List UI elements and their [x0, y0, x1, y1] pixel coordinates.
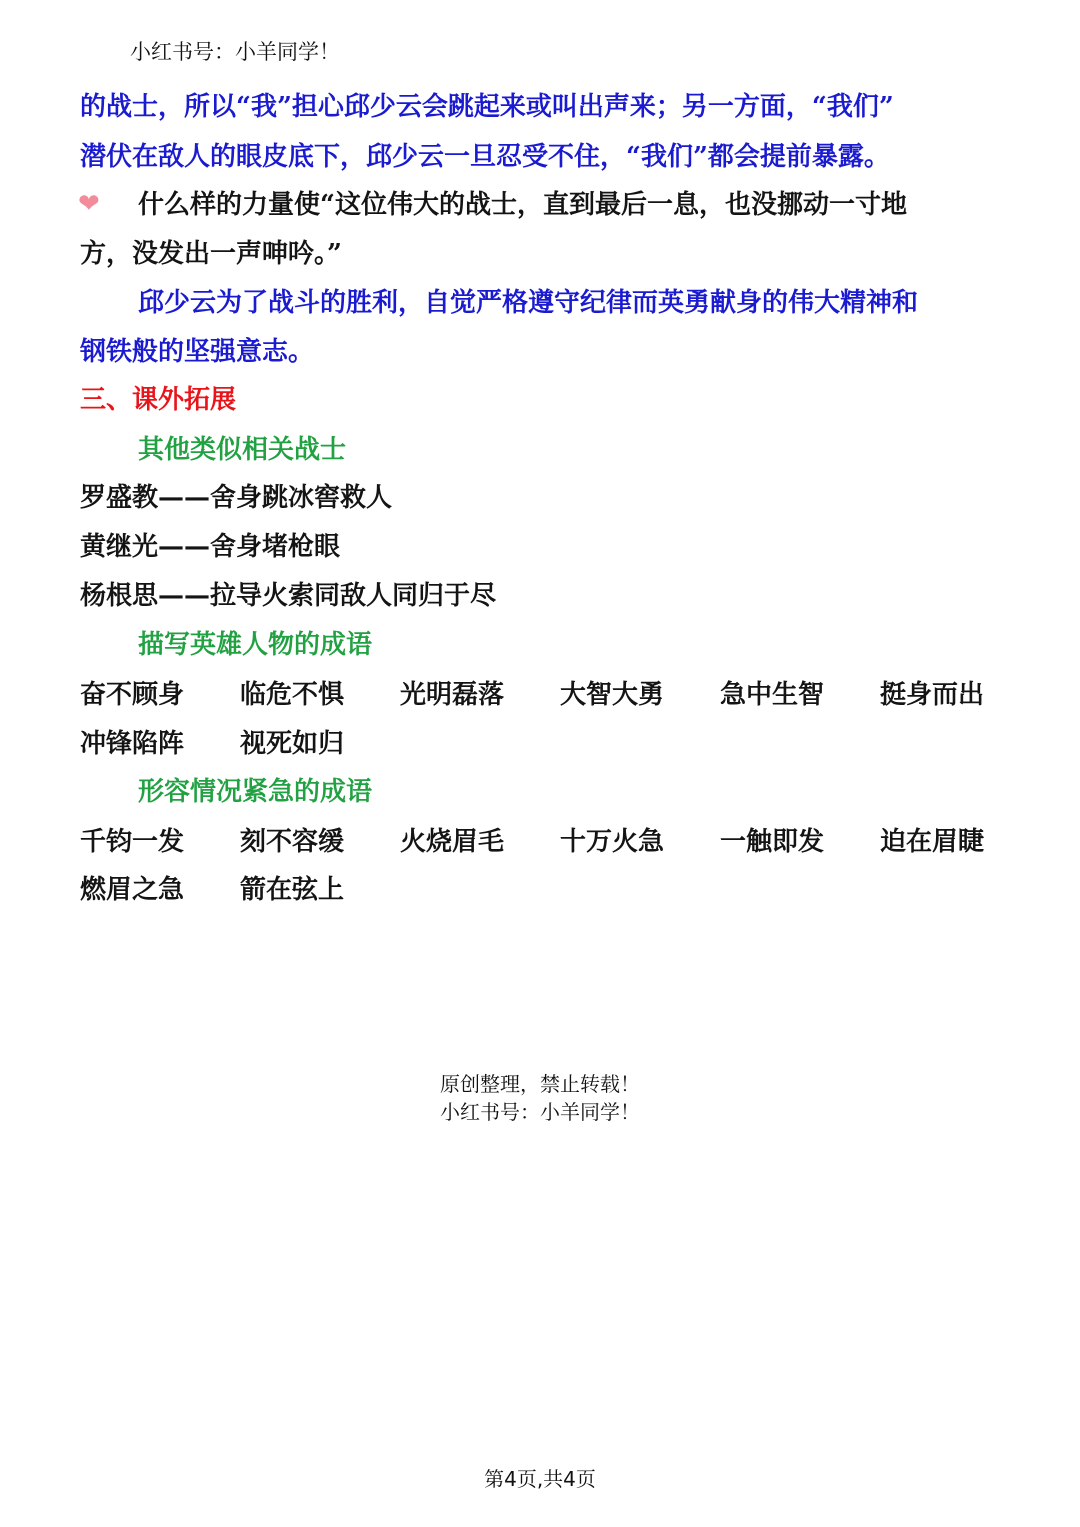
idiom: 奋不顾身 — [80, 680, 185, 710]
answer1-line1: 的战士，所以“我”担心邱少云会跳起来或叫出声来；另一方面，“我们” — [80, 92, 894, 122]
hero-idioms-row1 — [80, 682, 1040, 708]
page-number: 第4页,共4页 — [484, 1467, 596, 1491]
heart-icon: ❤ — [78, 189, 100, 219]
hero-item: 杨根思——拉导火索同敌人同归于尽 — [80, 581, 497, 611]
idiom: 箭在弦上 — [240, 875, 345, 905]
section-title: 三、课外拓展 — [80, 385, 237, 415]
question-line1: 什么样的力量使“这位伟大的战士，直到最后一息，也没挪动一寸地 — [138, 190, 907, 220]
urgent-idioms-row2 — [80, 877, 400, 903]
hero-item: 罗盛教——舍身跳冰窖救人 — [80, 483, 393, 513]
idiom: 视死如归 — [240, 729, 345, 759]
idiom: 千钧一发 — [80, 827, 185, 857]
idiom: 十万火急 — [560, 827, 665, 857]
idiom: 一触即发 — [720, 827, 825, 857]
idiom: 火烧眉毛 — [400, 827, 505, 857]
idiom: 大智大勇 — [560, 680, 665, 710]
hero-idioms-row2 — [80, 731, 400, 757]
idiom: 迫在眉睫 — [880, 827, 985, 857]
footer-copyright: 原创整理，禁止转载！ — [440, 1072, 640, 1096]
subheading-urgent-idioms: 形容情况紧急的成语 — [138, 777, 373, 807]
idiom: 刻不容缓 — [240, 827, 345, 857]
idiom: 挺身而出 — [880, 680, 985, 710]
hero-item: 黄继光——舍身堵枪眼 — [80, 532, 341, 562]
question-line2: 方，没发出一声呻吟。” — [80, 239, 342, 269]
answer1-line2: 潜伏在敌人的眼皮底下，邱少云一旦忍受不住，“我们”都会提前暴露。 — [80, 142, 890, 172]
idiom: 光明磊落 — [400, 680, 505, 710]
answer2-line2: 钢铁般的坚强意志。 — [80, 337, 315, 367]
idiom: 燃眉之急 — [80, 875, 185, 905]
header-text: 小红书号：小羊同学！ — [130, 40, 340, 64]
footer-account: 小红书号：小羊同学！ — [440, 1100, 640, 1124]
idiom: 冲锋陷阵 — [80, 729, 185, 759]
urgent-idioms-row1 — [80, 829, 1040, 855]
idiom: 急中生智 — [720, 680, 825, 710]
subheading-heroes: 其他类似相关战士 — [138, 435, 347, 465]
subheading-hero-idioms: 描写英雄人物的成语 — [138, 630, 373, 660]
answer2-line1: 邱少云为了战斗的胜利，自觉严格遵守纪律而英勇献身的伟大精神和 — [138, 288, 919, 318]
idiom: 临危不惧 — [240, 680, 345, 710]
